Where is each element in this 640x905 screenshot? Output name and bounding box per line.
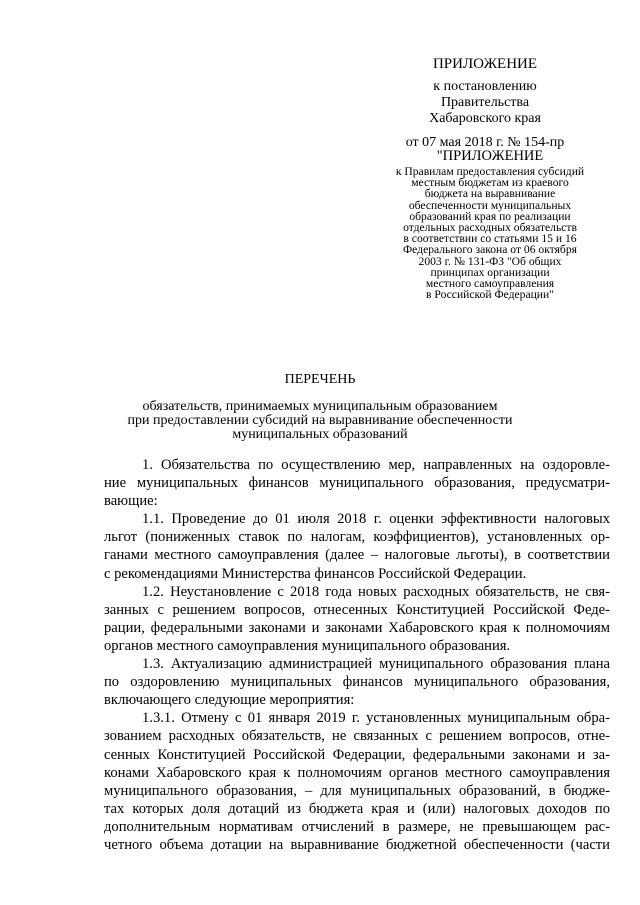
rules-title: "ПРИЛОЖЕНИЕ	[436, 148, 544, 164]
heading-subtitle-line: муниципальных образований	[232, 427, 408, 442]
body-line: органов местного самоуправления муниципального образования.	[104, 637, 511, 654]
body-line: 1.3.1. Отмену с 01 января 2019 г. установленных муниципальным обра-	[142, 710, 610, 727]
rules-line: отдельных расходных обязательств	[403, 221, 577, 235]
body-line: сенных Конституцией Российской Федерации, федеральными законами и за-	[104, 746, 610, 763]
paragraph-1	[104, 456, 610, 510]
body-line: 1.1. Проведение до 01 июля 2018 г. оценки эффективности налоговых	[142, 511, 610, 528]
rules-header	[380, 148, 600, 300]
body-line: дополнительным нормативам отчислений в размере, не превышающем рас-	[104, 818, 610, 835]
rules-line: бюджета на выравнивание	[424, 187, 556, 201]
rules-line: Федерального закона от 06 октября	[403, 243, 577, 257]
appendix-line: к постановлению	[433, 79, 537, 94]
appendix-date-number: от 07 мая 2018 г. № 154-пр	[405, 135, 565, 150]
document-body	[104, 456, 610, 854]
document-heading	[80, 372, 560, 442]
rules-line: местным бюджетам из краевого	[411, 176, 569, 190]
body-line: по оздоровлению муниципальных финансов муниципального образования,	[104, 674, 610, 691]
paragraph-1-1	[104, 510, 610, 582]
body-line: зованием расходных обязательств, не связанных с решением вопросов, отне-	[104, 728, 610, 745]
rules-line: в Российской Федерации"	[426, 288, 554, 302]
paragraph-1-3-1	[104, 709, 610, 854]
rules-line: обеспеченности муниципальных	[408, 198, 572, 212]
body-line: 1.2. Неустановление с 2018 года новых расходных обязательств, не свя-	[142, 583, 610, 600]
heading-title: ПЕРЕЧЕНЬ	[284, 372, 356, 387]
body-line: 1. Обязательства по осуществлению мер, направленных на оздоровле-	[142, 457, 610, 473]
body-line: ние муниципальных финансов муниципального образования, предусматри-	[104, 475, 610, 492]
body-line: включающего следующие мероприятия:	[104, 692, 355, 709]
heading-subtitle-line: при предоставлении субсидий на выравнивание обеспеченности	[127, 413, 513, 428]
appendix-title: ПРИЛОЖЕНИЕ	[432, 56, 538, 72]
rules-line: в соответствии со статьями 15 и 16	[403, 232, 577, 246]
body-line: ганами местного самоуправления (далее – налоговые льготы), в соответствии	[104, 547, 610, 564]
paragraph-1-3	[104, 655, 610, 709]
body-line: рации, федеральными законами и законами Хабаровского края к полномочиям	[104, 619, 610, 636]
rules-line: принципах организации	[430, 265, 550, 279]
body-line: 1.3. Актуализацию администрацией муниципального образования плана	[142, 656, 610, 673]
body-line: муниципального образования, – для муниципальных образований, в бюдже-	[104, 782, 610, 799]
body-line: вающие:	[104, 493, 158, 510]
body-line: занных с решением вопросов, отнесенных Конституцией Российской Феде-	[104, 601, 610, 618]
appendix-line: Правительства	[440, 95, 530, 110]
rules-lines	[380, 166, 600, 300]
body-line: с рекомендациями Министерства финансов Российской Федерации.	[104, 565, 527, 582]
body-line: тах которых доля дотаций из бюджета края и (или) налоговых доходов по	[104, 800, 610, 817]
paragraph-1-2	[104, 583, 610, 655]
appendix-header	[380, 56, 590, 151]
rules-line: образований края по реализации	[409, 209, 571, 223]
heading-subtitle-line: обязательств, принимаемых муниципальным образованием	[142, 399, 498, 414]
body-line: конами Хабаровского края к полномочиям органов местного самоуправления	[104, 764, 610, 781]
body-line: четного объема дотации на выравнивание бюджетной обеспеченности (части	[104, 836, 610, 853]
body-line: льгот (пониженных ставок по налогам, коэффициентов), установленных ор-	[104, 529, 610, 546]
rules-line: 2003 г. № 131-ФЗ "Об общих	[418, 254, 562, 268]
rules-line: местного самоуправления	[425, 277, 555, 291]
appendix-line: Хабаровского края	[429, 111, 541, 126]
rules-line: к Правилам предоставления субсидий	[395, 165, 585, 178]
